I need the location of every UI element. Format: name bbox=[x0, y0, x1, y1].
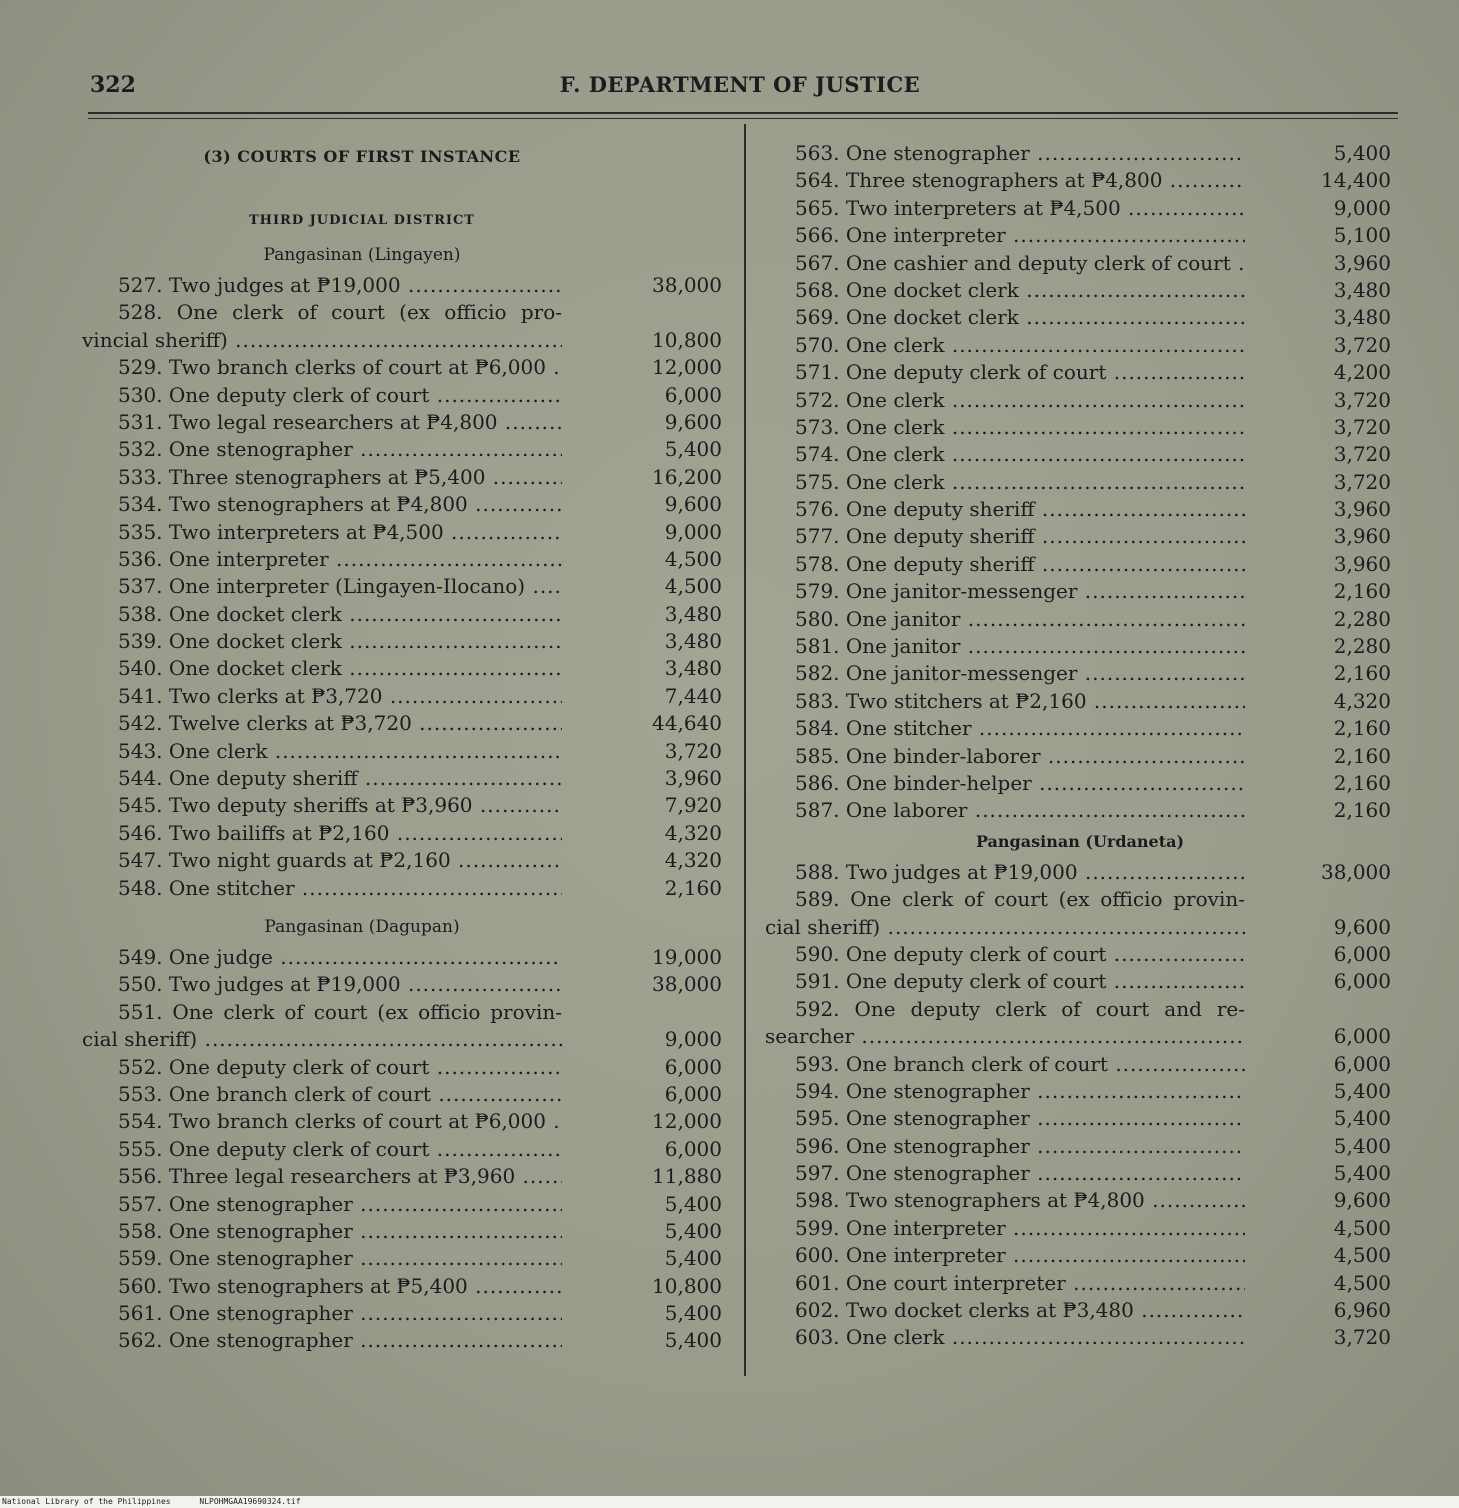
item-description: 553. One branch clerk of court ..... bbox=[118, 1081, 562, 1108]
item-description: 595. One stenographer ..... bbox=[795, 1105, 1245, 1132]
item-amount: 6,000 bbox=[1333, 1024, 1391, 1049]
item-amount: 3,960 bbox=[1333, 524, 1391, 549]
item-amount: 5,400 bbox=[664, 1246, 722, 1271]
item-list-dagupan bbox=[82, 944, 722, 1355]
item-description: 600. One interpreter ..... bbox=[795, 1242, 1245, 1269]
item-amount: 5,400 bbox=[1333, 141, 1391, 165]
line-item bbox=[82, 999, 722, 1054]
item-amount: 3,480 bbox=[664, 656, 722, 681]
item-amount: 3,480 bbox=[1333, 277, 1391, 302]
line-item bbox=[82, 1054, 722, 1081]
item-amount: 38,000 bbox=[1321, 859, 1391, 884]
item-amount: 16,200 bbox=[652, 464, 722, 489]
item-amount: 4,320 bbox=[664, 848, 722, 873]
item-amount: 5,400 bbox=[1333, 1161, 1391, 1186]
line-item bbox=[82, 1218, 722, 1245]
line-item bbox=[82, 272, 722, 299]
left-column bbox=[82, 140, 722, 1355]
line-item bbox=[82, 519, 722, 546]
item-description: 584. One stitcher ..... bbox=[795, 715, 1245, 742]
line-item bbox=[82, 710, 722, 737]
line-item bbox=[765, 886, 1395, 941]
item-description: 582. One janitor-messenger ..... bbox=[795, 660, 1245, 687]
line-item bbox=[82, 738, 722, 765]
line-item bbox=[765, 797, 1395, 824]
item-description: 533. Three stenographers at ₱5,400 ..... bbox=[118, 464, 562, 491]
item-list-urdaneta bbox=[765, 859, 1395, 1352]
item-description: 544. One deputy sheriff ..... bbox=[118, 765, 562, 792]
item-description: 557. One stenographer ..... bbox=[118, 1191, 562, 1218]
item-description: 547. Two night guards at ₱2,160 ..... bbox=[118, 847, 562, 874]
subheading-dagupan: Pangasinan (Dagupan) bbox=[264, 917, 460, 937]
item-amount: 3,720 bbox=[664, 738, 722, 763]
item-description: 564. Three stenographers at ₱4,800 ..... bbox=[795, 167, 1245, 194]
item-amount: 5,400 bbox=[664, 1301, 722, 1326]
item-description: 540. One docket clerk ..... bbox=[118, 655, 562, 682]
line-item bbox=[82, 436, 722, 463]
item-description: 546. Two bailiffs at ₱2,160 ..... bbox=[118, 820, 562, 847]
item-amount: 7,440 bbox=[664, 683, 722, 708]
item-description: 570. One clerk ..... bbox=[795, 332, 1245, 359]
line-item bbox=[82, 1300, 722, 1327]
item-description: 568. One docket clerk ..... bbox=[795, 277, 1245, 304]
line-item bbox=[765, 1270, 1395, 1297]
item-description: 552. One deputy clerk of court ..... bbox=[118, 1054, 562, 1081]
line-item bbox=[765, 304, 1395, 331]
item-amount: 5,400 bbox=[664, 1191, 722, 1216]
item-description: 532. One stenographer ..... bbox=[118, 436, 562, 463]
item-amount: 9,000 bbox=[664, 1027, 722, 1052]
item-amount: 9,600 bbox=[664, 492, 722, 517]
item-description: 601. One court interpreter ..... bbox=[795, 1270, 1245, 1297]
item-amount: 44,640 bbox=[652, 711, 722, 736]
item-amount: 2,160 bbox=[1333, 798, 1391, 823]
item-description: 560. Two stenographers at ₱5,400 ..... bbox=[118, 1273, 562, 1300]
line-item bbox=[82, 655, 722, 682]
line-item bbox=[765, 496, 1395, 523]
item-amount: 5,400 bbox=[1333, 1133, 1391, 1158]
item-description: 527. Two judges at ₱19,000 ..... bbox=[118, 272, 562, 299]
item-list-lingayen bbox=[82, 272, 722, 902]
line-item bbox=[82, 299, 722, 354]
item-amount: 12,000 bbox=[652, 355, 722, 380]
column-divider bbox=[744, 124, 746, 1376]
line-item bbox=[82, 765, 722, 792]
item-description: 535. Two interpreters at ₱4,500 ..... bbox=[118, 519, 562, 546]
item-amount: 4,500 bbox=[1333, 1243, 1391, 1268]
item-description: 586. One binder-helper ..... bbox=[795, 770, 1245, 797]
item-amount: 3,720 bbox=[1333, 387, 1391, 412]
item-amount: 9,600 bbox=[664, 409, 722, 434]
item-description: 567. One cashier and deputy clerk of court ..... bbox=[795, 250, 1245, 277]
item-amount: 3,480 bbox=[1333, 305, 1391, 330]
item-amount: 3,960 bbox=[664, 766, 722, 791]
line-item bbox=[765, 996, 1395, 1051]
line-item bbox=[82, 1245, 722, 1272]
item-description: 534. Two stenographers at ₱4,800 ..... bbox=[118, 491, 562, 518]
line-item bbox=[82, 944, 722, 971]
item-description: 576. One deputy sheriff ..... bbox=[795, 496, 1245, 523]
item-description: 580. One janitor ..... bbox=[795, 606, 1245, 633]
item-description: 554. Two branch clerks of court at ₱6,000 ..... bbox=[118, 1108, 562, 1135]
item-description: 562. One stenographer ..... bbox=[118, 1327, 562, 1354]
item-description: 542. Twelve clerks at ₱3,720 ..... bbox=[118, 710, 562, 737]
item-description: 589. One clerk of court (ex officio provin- bbox=[795, 887, 1245, 912]
line-item bbox=[82, 1163, 722, 1190]
item-amount: 3,960 bbox=[1333, 497, 1391, 522]
line-item bbox=[82, 491, 722, 518]
item-description-continued: searcher ..... bbox=[765, 1023, 1245, 1050]
line-item bbox=[765, 941, 1395, 968]
right-column bbox=[765, 140, 1395, 1352]
item-description: 548. One stitcher ..... bbox=[118, 875, 562, 902]
line-item bbox=[765, 441, 1395, 468]
line-item bbox=[765, 859, 1395, 886]
line-item bbox=[765, 1187, 1395, 1214]
line-item bbox=[82, 792, 722, 819]
item-description: 563. One stenographer ..... bbox=[795, 140, 1245, 167]
item-description: 543. One clerk ..... bbox=[118, 738, 562, 765]
line-item bbox=[82, 683, 722, 710]
item-description: 556. Three legal researchers at ₱3,960 ..... bbox=[118, 1163, 562, 1190]
footer-file: NLPOHMGAA19690324.tif bbox=[199, 1497, 301, 1506]
item-description: 581. One janitor ..... bbox=[795, 633, 1245, 660]
line-item bbox=[82, 354, 722, 381]
line-item bbox=[765, 167, 1395, 194]
item-description: 529. Two branch clerks of court at ₱6,000 ..... bbox=[118, 354, 562, 381]
line-item bbox=[765, 414, 1395, 441]
item-amount: 3,720 bbox=[1333, 469, 1391, 494]
item-description: 596. One stenographer ..... bbox=[795, 1133, 1245, 1160]
item-description: 588. Two judges at ₱19,000 ..... bbox=[795, 859, 1245, 886]
item-amount: 4,200 bbox=[1333, 360, 1391, 385]
item-amount: 4,500 bbox=[1333, 1215, 1391, 1240]
item-description: 561. One stenographer ..... bbox=[118, 1300, 562, 1327]
item-amount: 10,800 bbox=[652, 1273, 722, 1298]
item-description: 555. One deputy clerk of court ..... bbox=[118, 1136, 562, 1163]
item-amount: 3,960 bbox=[1333, 250, 1391, 275]
item-amount: 5,400 bbox=[664, 1218, 722, 1243]
item-description: 537. One interpreter (Lingayen-Ilocano) ..... bbox=[118, 573, 562, 600]
item-description: 573. One clerk ..... bbox=[795, 414, 1245, 441]
district-heading: THIRD JUDICIAL DISTRICT bbox=[249, 213, 475, 228]
item-description: 528. One clerk of court (ex officio pro- bbox=[118, 300, 562, 325]
item-description: 577. One deputy sheriff ..... bbox=[795, 523, 1245, 550]
line-item bbox=[765, 1105, 1395, 1132]
item-amount: 38,000 bbox=[652, 972, 722, 997]
line-item bbox=[82, 1191, 722, 1218]
item-description: 551. One clerk of court (ex officio provin- bbox=[118, 999, 562, 1024]
item-description: 587. One laborer ..... bbox=[795, 797, 1245, 824]
item-description: 550. Two judges at ₱19,000 ..... bbox=[118, 971, 562, 998]
item-amount: 2,160 bbox=[1333, 661, 1391, 686]
subheading-urdaneta: Pangasinan (Urdaneta) bbox=[975, 831, 1185, 851]
item-amount: 6,000 bbox=[1333, 1051, 1391, 1076]
line-item bbox=[765, 1078, 1395, 1105]
running-head: F. DEPARTMENT OF JUSTICE bbox=[559, 72, 921, 97]
item-amount: 10,800 bbox=[652, 327, 722, 352]
item-amount: 5,400 bbox=[1333, 1078, 1391, 1103]
line-item bbox=[765, 523, 1395, 550]
line-item bbox=[82, 875, 722, 902]
line-item bbox=[765, 968, 1395, 995]
item-amount: 3,480 bbox=[664, 601, 722, 626]
item-description: 545. Two deputy sheriffs at ₱3,960 ..... bbox=[118, 792, 562, 819]
item-description: 569. One docket clerk ..... bbox=[795, 304, 1245, 331]
item-description: 559. One stenographer ..... bbox=[118, 1245, 562, 1272]
line-item bbox=[765, 1242, 1395, 1269]
item-amount: 4,500 bbox=[664, 574, 722, 599]
line-item bbox=[765, 578, 1395, 605]
line-item bbox=[765, 140, 1395, 167]
item-amount: 3,720 bbox=[1333, 442, 1391, 467]
item-amount: 2,160 bbox=[664, 875, 722, 900]
item-amount: 38,000 bbox=[652, 273, 722, 297]
item-description: 575. One clerk ..... bbox=[795, 469, 1245, 496]
line-item bbox=[82, 573, 722, 600]
item-amount: 2,160 bbox=[1333, 579, 1391, 604]
item-amount: 9,600 bbox=[1333, 1188, 1391, 1213]
item-amount: 2,280 bbox=[1333, 634, 1391, 659]
line-item bbox=[82, 1108, 722, 1135]
line-item bbox=[765, 1051, 1395, 1078]
item-description: 585. One binder-laborer ..... bbox=[795, 743, 1245, 770]
item-amount: 6,000 bbox=[664, 1081, 722, 1106]
line-item bbox=[82, 628, 722, 655]
line-item bbox=[765, 660, 1395, 687]
item-amount: 4,500 bbox=[664, 546, 722, 571]
line-item bbox=[82, 847, 722, 874]
item-description: 593. One branch clerk of court ..... bbox=[795, 1051, 1245, 1078]
header-rule bbox=[88, 112, 1398, 114]
item-description: 598. Two stenographers at ₱4,800 ..... bbox=[795, 1187, 1245, 1214]
item-description: 558. One stenographer ..... bbox=[118, 1218, 562, 1245]
item-amount: 2,160 bbox=[1333, 743, 1391, 768]
item-amount: 6,000 bbox=[1333, 969, 1391, 994]
line-item bbox=[765, 606, 1395, 633]
line-item bbox=[82, 1081, 722, 1108]
line-item bbox=[765, 250, 1395, 277]
line-item bbox=[765, 688, 1395, 715]
item-description: 578. One deputy sheriff ..... bbox=[795, 551, 1245, 578]
item-amount: 4,320 bbox=[664, 820, 722, 845]
item-amount: 2,160 bbox=[1333, 770, 1391, 795]
line-item bbox=[765, 195, 1395, 222]
item-amount: 9,000 bbox=[1333, 195, 1391, 220]
item-amount: 12,000 bbox=[652, 1109, 722, 1134]
item-amount: 3,960 bbox=[1333, 551, 1391, 576]
line-item bbox=[765, 387, 1395, 414]
subheading-lingayen: Pangasinan (Lingayen) bbox=[263, 245, 461, 265]
item-description: 572. One clerk ..... bbox=[795, 387, 1245, 414]
line-item bbox=[82, 546, 722, 573]
item-description: 571. One deputy clerk of court ..... bbox=[795, 359, 1245, 386]
item-description: 591. One deputy clerk of court ..... bbox=[795, 968, 1245, 995]
item-description: 566. One interpreter ..... bbox=[795, 222, 1245, 249]
line-item bbox=[765, 332, 1395, 359]
line-item bbox=[765, 1297, 1395, 1324]
item-description: 530. One deputy clerk of court ..... bbox=[118, 382, 562, 409]
item-description: 579. One janitor-messenger ..... bbox=[795, 578, 1245, 605]
line-item bbox=[765, 551, 1395, 578]
item-amount: 6,000 bbox=[664, 1136, 722, 1161]
item-description: 531. Two legal researchers at ₱4,800 ..... bbox=[118, 409, 562, 436]
item-description: 574. One clerk ..... bbox=[795, 441, 1245, 468]
item-description: 594. One stenographer ..... bbox=[795, 1078, 1245, 1105]
line-item bbox=[765, 1160, 1395, 1187]
item-description: 583. Two stitchers at ₱2,160 ..... bbox=[795, 688, 1245, 715]
item-amount: 5,400 bbox=[664, 437, 722, 462]
item-amount: 2,160 bbox=[1333, 716, 1391, 741]
item-list-dagupan-cont bbox=[765, 140, 1395, 825]
item-amount: 4,500 bbox=[1333, 1270, 1391, 1295]
line-item bbox=[82, 1136, 722, 1163]
item-description: 590. One deputy clerk of court ..... bbox=[795, 941, 1245, 968]
section-heading: (3) COURTS OF FIRST INSTANCE bbox=[203, 147, 521, 166]
item-description-continued: cial sheriff) ..... bbox=[82, 1026, 562, 1053]
line-item bbox=[765, 633, 1395, 660]
item-amount: 3,720 bbox=[1333, 414, 1391, 439]
line-item bbox=[765, 1133, 1395, 1160]
item-amount: 5,400 bbox=[1333, 1106, 1391, 1131]
item-description-continued: cial sheriff) ..... bbox=[765, 914, 1245, 941]
item-amount: 6,000 bbox=[664, 1054, 722, 1079]
line-item bbox=[765, 277, 1395, 304]
item-description: 549. One judge ..... bbox=[118, 944, 562, 971]
line-item bbox=[765, 743, 1395, 770]
line-item bbox=[82, 820, 722, 847]
line-item bbox=[765, 715, 1395, 742]
item-description: 599. One interpreter ..... bbox=[795, 1215, 1245, 1242]
item-description: 536. One interpreter ..... bbox=[118, 546, 562, 573]
item-amount: 5,400 bbox=[664, 1328, 722, 1353]
item-amount: 6,000 bbox=[664, 382, 722, 407]
line-item bbox=[765, 359, 1395, 386]
line-item bbox=[82, 971, 722, 998]
header-rule-thin bbox=[88, 118, 1398, 119]
item-description: 565. Two interpreters at ₱4,500 ..... bbox=[795, 195, 1245, 222]
item-description: 597. One stenographer ..... bbox=[795, 1160, 1245, 1187]
footer-library: National Library of the Philippines bbox=[2, 1497, 171, 1506]
item-amount: 3,720 bbox=[1333, 1325, 1391, 1350]
line-item bbox=[82, 464, 722, 491]
line-item bbox=[765, 222, 1395, 249]
item-description: 603. One clerk ..... bbox=[795, 1324, 1245, 1351]
line-item bbox=[82, 601, 722, 628]
item-amount: 6,000 bbox=[1333, 941, 1391, 966]
item-amount: 7,920 bbox=[664, 793, 722, 818]
item-description: 592. One deputy clerk of court and re- bbox=[795, 996, 1245, 1021]
line-item bbox=[82, 1273, 722, 1300]
item-amount: 14,400 bbox=[1321, 168, 1391, 193]
line-item bbox=[765, 770, 1395, 797]
item-amount: 4,320 bbox=[1333, 688, 1391, 713]
item-description: 538. One docket clerk ..... bbox=[118, 601, 562, 628]
item-amount: 9,000 bbox=[664, 519, 722, 544]
scan-footer bbox=[0, 1496, 1459, 1508]
item-amount: 19,000 bbox=[652, 945, 722, 969]
item-description-continued: vincial sheriff) ..... bbox=[82, 327, 562, 354]
line-item bbox=[765, 1215, 1395, 1242]
item-amount: 2,280 bbox=[1333, 606, 1391, 631]
item-amount: 11,880 bbox=[652, 1164, 722, 1189]
line-item bbox=[82, 409, 722, 436]
item-amount: 5,100 bbox=[1333, 223, 1391, 248]
item-description: 541. Two clerks at ₱3,720 ..... bbox=[118, 683, 562, 710]
line-item bbox=[765, 1324, 1395, 1351]
item-description: 602. Two docket clerks at ₱3,480 ..... bbox=[795, 1297, 1245, 1324]
item-amount: 3,720 bbox=[1333, 332, 1391, 357]
line-item bbox=[82, 382, 722, 409]
item-description: 539. One docket clerk ..... bbox=[118, 628, 562, 655]
line-item bbox=[82, 1327, 722, 1354]
line-item bbox=[765, 469, 1395, 496]
item-amount: 9,600 bbox=[1333, 914, 1391, 939]
page-number: 322 bbox=[90, 72, 136, 98]
item-amount: 3,480 bbox=[664, 629, 722, 654]
item-amount: 6,960 bbox=[1333, 1298, 1391, 1323]
